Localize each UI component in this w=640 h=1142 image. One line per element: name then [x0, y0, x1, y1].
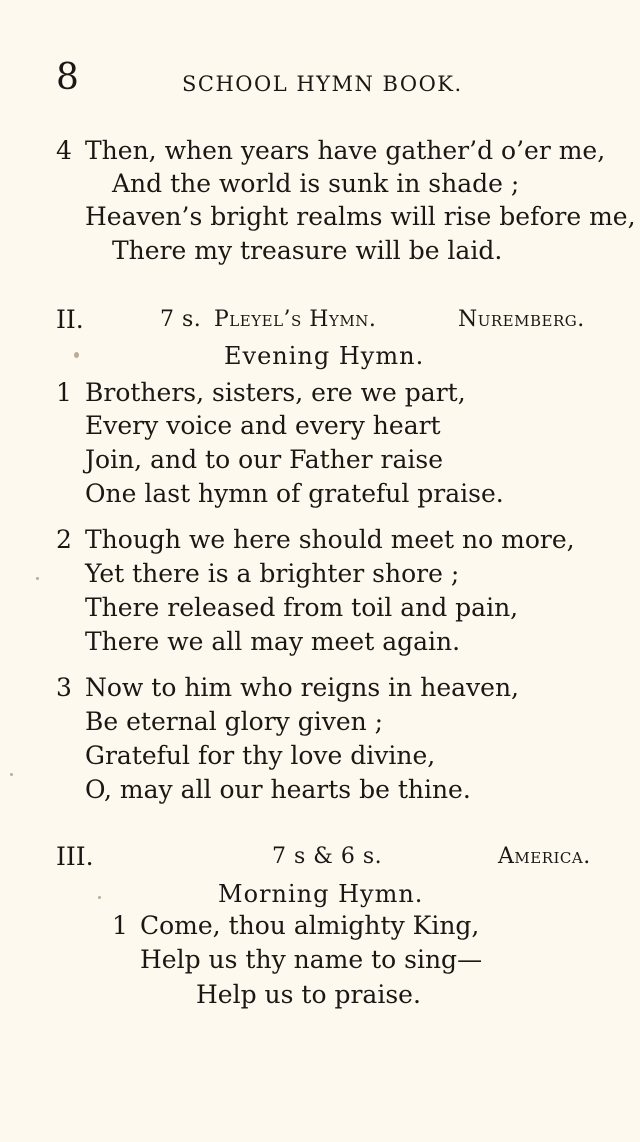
stanza-number: 1 — [56, 378, 72, 407]
verse-line: Help us to praise. — [196, 980, 421, 1009]
stanza-number: 4 — [56, 136, 72, 165]
stanza-number: 3 — [56, 673, 72, 702]
hymn-meter: 7 s. — [160, 307, 202, 332]
verse-line: Be eternal glory given ; — [85, 707, 384, 736]
paper-speck — [36, 577, 39, 580]
verse-line: Grateful for thy love divine, — [85, 741, 436, 770]
verse-line: O, may all our hearts be thine. — [85, 775, 471, 804]
verse-line: Every voice and every heart — [85, 411, 441, 440]
hymn-title: Morning Hymn. — [218, 880, 424, 908]
stanza-number: 2 — [56, 525, 72, 554]
hymn-number: III. — [56, 842, 94, 871]
verse-line: There my treasure will be laid. — [112, 236, 503, 265]
verse-line: Brothers, sisters, ere we part, — [85, 378, 466, 407]
verse-line: Come, thou almighty King, — [140, 911, 480, 940]
page-number: 8 — [56, 57, 79, 98]
tune-name: Pleyel’s Hymn. — [214, 307, 377, 332]
verse-line: Now to him who reigns in heaven, — [85, 673, 519, 702]
paper-speck — [74, 352, 79, 358]
verse-line: Then, when years have gather’d o’er me, — [85, 136, 606, 165]
paper-speck — [10, 773, 13, 776]
verse-line: One last hymn of grateful praise. — [85, 479, 504, 508]
verse-line: There we all may meet again. — [85, 627, 461, 656]
verse-line: Join, and to our Father raise — [85, 445, 443, 474]
verse-line: There released from toil and pain, — [85, 593, 519, 622]
paper-speck — [98, 896, 101, 899]
tune-name: America. — [498, 844, 591, 869]
hymn-number: II. — [56, 305, 84, 334]
running-title: SCHOOL HYMN BOOK. — [182, 72, 463, 96]
verse-line: Yet there is a brighter shore ; — [85, 559, 460, 588]
hymn-meter: 7 s & 6 s. — [272, 844, 383, 869]
verse-line: Though we here should meet no more, — [85, 525, 575, 554]
verse-line: And the world is sunk in shade ; — [112, 169, 520, 198]
hymn-title: Evening Hymn. — [224, 342, 425, 370]
stanza-number: 1 — [112, 911, 128, 940]
verse-line: Help us thy name to sing— — [140, 945, 483, 974]
verse-line: Heaven’s bright realms will rise before me, — [85, 202, 636, 231]
alt-tune-name: Nuremberg. — [458, 307, 585, 332]
